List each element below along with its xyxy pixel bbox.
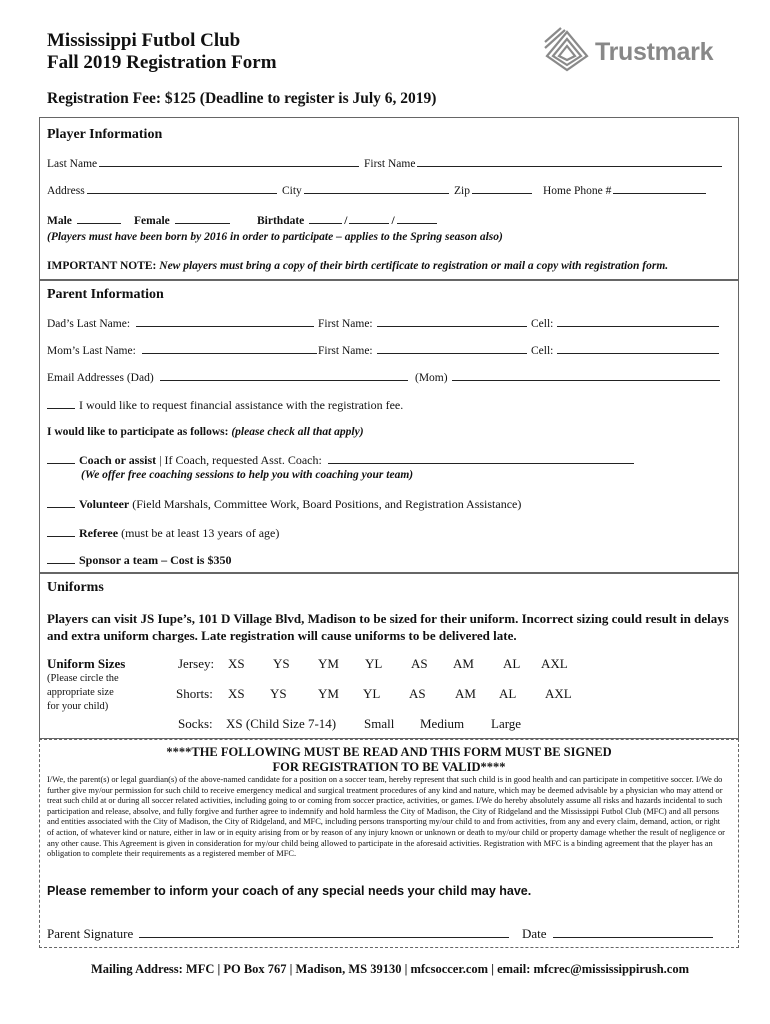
shorts-size-option[interactable]: AM [455,686,476,701]
participation-label: I would like to participate as follows: [47,426,229,438]
form-title: Fall 2019 Registration Form [47,52,277,73]
dad-last-name-line[interactable] [136,316,314,327]
important-note [47,260,668,272]
dad-last-name-field[interactable] [47,316,316,330]
shorts-size-row [0,686,770,704]
zip-field[interactable] [454,183,534,197]
trustmark-logo [541,24,726,76]
coaching-sessions-note: (We offer free coaching sessions to help you with coaching your team) [81,469,414,481]
coach-checkline[interactable] [47,453,75,464]
mom-cell-field[interactable] [531,343,721,357]
referee-description: (must be at least 13 years of age) [121,526,280,540]
waiver-heading-line: FOR REGISTRATION TO BE VALID**** [272,760,506,774]
home-phone-field[interactable] [543,183,708,197]
birthdate-label: Birthdate [257,215,305,227]
first-name-line[interactable] [417,156,722,167]
female-label: Female [134,215,170,227]
home-phone-label: Home Phone # [543,185,612,197]
shorts-size-option[interactable]: AL [499,686,517,701]
mom-cell-line[interactable] [557,343,719,354]
jersey-size-option[interactable]: XS [228,656,245,671]
jersey-label: Jersey: [178,656,215,671]
last-name-label: Last Name [47,158,98,170]
birthdate-slash: / [391,215,395,227]
uniforms-heading: Uniforms [47,580,104,595]
first-name-field[interactable] [364,156,724,170]
signature-date-label: Date [522,926,547,941]
socks-size-row [0,716,770,734]
last-name-field[interactable] [47,156,361,170]
mom-first-name-field[interactable] [318,343,529,357]
birth-day-line[interactable] [349,213,389,224]
birthdate-slash: / [344,215,348,227]
dad-cell-line[interactable] [557,316,719,327]
referee-option[interactable] [47,526,279,541]
uniform-sizes-note-line: (Please circle the [47,673,119,684]
city-field[interactable] [282,183,451,197]
parent-signature-label: Parent Signature [47,926,134,941]
financial-assistance-checkline[interactable] [47,398,75,409]
shorts-size-option[interactable]: AXL [545,686,572,701]
mom-last-name-field[interactable] [47,343,319,357]
shorts-size-option[interactable]: YM [318,686,339,701]
shorts-size-option[interactable]: YL [363,686,381,701]
shorts-size-option[interactable]: XS [228,686,245,701]
birth-year-line[interactable] [397,213,437,224]
mom-email-line[interactable] [452,370,720,381]
mom-cell-label: Cell: [531,345,554,357]
referee-label: Referee [79,526,119,540]
socks-size-option[interactable]: Large [491,716,522,731]
special-needs-reminder: Please remember to inform your coach of any special needs your child may have. [47,884,532,898]
jersey-size-row [0,656,770,674]
participation-heading [47,426,364,438]
coach-option[interactable] [47,453,636,468]
mom-last-name-line[interactable] [142,343,317,354]
home-phone-line[interactable] [613,183,706,194]
important-note-text: New players must bring a copy of their birth certificate to registration or mail a copy with registration form. [159,260,669,272]
city-line[interactable] [304,183,449,194]
uniform-sizes-note-line: for your child) [47,701,109,712]
volunteer-description: (Field Marshals, Committee Work, Board Positions, and Registration Assistance) [132,497,522,511]
zip-line[interactable] [472,183,532,194]
dad-first-name-line[interactable] [377,316,527,327]
mailing-address-footer: Mailing Address: MFC | PO Box 767 | Madison, MS 39130 | mfcsoccer.com | email: mfcrec@mississippirush.com [90,962,690,976]
male-field[interactable] [47,213,123,227]
player-information-heading: Player Information [47,127,163,142]
signature-date-line[interactable] [553,925,713,938]
jersey-size-option[interactable]: AM [453,656,474,671]
jersey-size-option[interactable]: YS [273,656,290,671]
jersey-size-option[interactable]: AL [503,656,521,671]
dad-first-name-field[interactable] [318,316,529,330]
financial-assistance-label: I would like to request financial assistance with the registration fee. [79,398,404,412]
waiver-text: I/We, the parent(s) or legal guardian(s) of the above-named candidate for a position on a soccer team, hereby represent that such child is in good health and can participate in competitive soccer. I/We do further give my/our permission for such child to receive emergency medical and surgical treatment procedures of any kind and nature, which may be deemed advisable by a physician who may attend or treat such child at or during all soccer related activities, including going to or coming from soccer practice, activities, or games. I/We do hereby absolutely assume all risks and hazards incidental to such participation and release, absolve, and fully forgive and further agree to indemnify and hold harmless the City of Madison, the City of Ridgeland and the Mississippi Futbol Club (MFC) and all persons and entities associated with the City of Madison, the City of Ridgeland, and MFC, including persons transporting my/our child to and from activities, from any and every claim, demand, action, or right of action, of whatever kind or nature, either in law or in equity arising from or by reason of any injury known or unknown or death to my/our child or property damage whether the result of negligence or any other cause. This Agreement is given in consideration for my/our child being allowed to participate in the aforesaid activities. Registration with MFC is a binding agreement that the player has an obligation to complete their requirements as a registered member of MFC. [47,775,725,859]
registration-fee: Registration Fee: $125 (Deadline to register is July 6, 2019) [47,90,437,107]
dad-first-name-label: First Name: [318,318,373,330]
uniform-sizing-notice: Players can visit JS Iupe’s, 101 D Village Blvd, Madison to be sized for their uniform. Incorrect sizing could result in delays and extra uniform charges. Late registration will cause uniforms to be delivered late. [47,611,729,643]
volunteer-option[interactable] [47,497,521,512]
sponsor-option[interactable] [47,553,231,568]
male-line[interactable] [77,213,121,224]
birth-month-line[interactable] [309,213,342,224]
asst-coach-line[interactable] [328,453,634,464]
signature-date-field[interactable] [522,925,715,942]
zip-label: Zip [454,185,470,197]
mom-first-name-label: First Name: [318,345,373,357]
mom-email-field[interactable] [415,370,722,384]
participation-note: (please check all that apply) [231,426,364,438]
waiver-heading-line: ****THE FOLLOWING MUST BE READ AND THIS FORM MUST BE SIGNED [166,745,612,759]
first-name-label: First Name [364,158,416,170]
socks-size-option[interactable]: Small [364,716,395,731]
sponsor-label: Sponsor a team – Cost is $350 [79,553,232,567]
form-title-club: Mississippi Futbol Club [47,30,241,51]
jersey-size-option[interactable]: YM [318,656,339,671]
dad-cell-field[interactable] [531,316,721,330]
shorts-size-option[interactable]: AS [409,686,426,701]
sponsor-checkline[interactable] [47,553,75,564]
mom-email-label: (Mom) [415,372,448,384]
parent-signature-field[interactable] [47,925,511,942]
trustmark-logo-icon [541,24,593,74]
volunteer-checkline[interactable] [47,497,75,508]
socks-size-option[interactable]: Medium [420,716,465,731]
city-label: City [282,185,302,197]
jersey-size-option[interactable]: AS [411,656,428,671]
trustmark-logo-text: Trustmark [595,38,714,66]
dad-email-line[interactable] [160,370,408,381]
socks-size-option[interactable]: XS (Child Size 7-14) [226,716,337,731]
uniform-sizes-label: Uniform Sizes [47,656,126,671]
dad-email-label: Email Addresses (Dad) [47,372,154,384]
parent-information-heading: Parent Information [47,287,164,302]
volunteer-label: Volunteer [79,497,130,511]
male-label: Male [47,215,72,227]
address-label: Address [47,185,85,197]
jersey-size-option[interactable]: YL [365,656,383,671]
parent-signature-line[interactable] [139,925,509,938]
socks-label: Socks: [178,716,213,731]
birthdate-field[interactable] [257,213,439,227]
address-line[interactable] [87,183,277,194]
waiver-heading [39,745,739,775]
important-note-label: IMPORTANT NOTE: [47,260,157,272]
dad-cell-label: Cell: [531,318,554,330]
female-line[interactable] [175,213,230,224]
female-field[interactable] [134,213,232,227]
uniform-sizes-note-line: appropriate size [47,687,114,698]
dad-email-field[interactable] [47,370,410,384]
shorts-label: Shorts: [176,686,213,701]
coach-label: Coach or assist [79,453,157,467]
financial-assistance-option[interactable] [47,398,403,413]
mom-first-name-line[interactable] [377,343,527,354]
coach-asst-label: | If Coach, requested Asst. Coach: [159,453,322,467]
shorts-size-option[interactable]: YS [270,686,287,701]
address-field[interactable] [47,183,279,197]
birth-year-note: (Players must have been born by 2016 in order to participate – applies to the Spring season also) [47,231,503,243]
dad-last-name-label: Dad’s Last Name: [47,318,131,330]
jersey-size-option[interactable]: AXL [541,656,568,671]
mom-last-name-label: Mom’s Last Name: [47,345,136,357]
referee-checkline[interactable] [47,526,75,537]
last-name-line[interactable] [99,156,359,167]
